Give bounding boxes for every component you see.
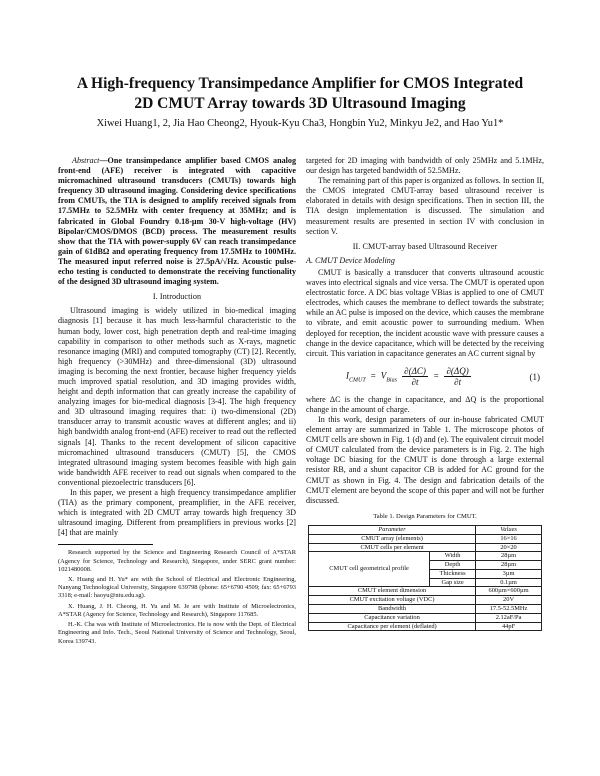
table-caption: Table 1. Design Parameters for CMUT.: [373, 512, 477, 520]
right-paragraph-1: targeted for 2D imaging with bandwidth of only 25MHz and 5.1MHz, our design has targeted bandwidth of 52.5MHz.: [306, 156, 544, 176]
left-column: [58, 156, 296, 646]
right-column: [306, 156, 544, 631]
table-cell: 17.5-52.5MHz: [476, 605, 542, 614]
table-cell: 28µm: [476, 561, 542, 570]
equation-number: (1): [529, 371, 540, 382]
table-cell: 44pF: [476, 622, 542, 631]
table-cell: Capacitance variation: [309, 613, 476, 622]
abstract-lead: Abstract: [72, 156, 100, 165]
table-cell: CMUT cells per element: [309, 543, 476, 552]
table-row: [309, 605, 542, 614]
equation-body: $I_{CMUT} = V_{Bias}$ $\frac{\partial(\Delta C)}{\partial t}$ = $\frac{\partial(\Delta Q)}{\partial t}$: [346, 366, 469, 388]
table-cell: Bandwidth: [309, 605, 476, 614]
title-line-2: 2D CMUT Array towards 3D Ultrasound Imaging: [134, 95, 466, 112]
table-cell: Capacitance per element (deflated): [309, 622, 476, 631]
table-cell: Width: [430, 552, 476, 561]
eq-fraction-2: [444, 366, 470, 387]
eq-v: V: [380, 370, 387, 381]
table-cell: 20×20: [476, 543, 542, 552]
footnote-affiliation-ime: X. Huang, J. H. Cheong, H. Yu and M. Je are with Institute of Microelectronics, A*STAR (Agency for Science, Technology and Research), Singapore 117685.: [58, 602, 296, 618]
table-header-row: [309, 525, 542, 534]
table-cell: 2.12aF/Pa: [476, 613, 542, 622]
paper-title: [60, 74, 540, 114]
table-header-parameter: Parameter: [309, 525, 476, 534]
footnote-affiliation-ntu: X. Huang and H. Yu* are with the School of Electrical and Electronic Engineering, Nanyang Technological University, Singapore 639798 (phone: 65+6790 4509; fax: 65+6793 3318; e-mail: haoyu@ntu.edu.sg).: [58, 576, 296, 600]
table-row: [309, 552, 542, 561]
table-cell: Gap size: [430, 578, 476, 587]
table-group-label: CMUT cell geometrical profile: [309, 552, 430, 587]
footnote-funding: Research supported by the Science and Engineering Research Council of A*STAR (Agency for Science, Technology and Research), Singapore, under SERC grant number: 1021480008.: [58, 549, 296, 573]
equation-1: [306, 359, 544, 395]
abstract: [58, 156, 296, 287]
table-row: [309, 587, 542, 596]
right-paragraph-2: The remaining part of this paper is organized as follows. In section II, the CMOS integrated CMUT-array based ultrasound receiver is elaborated in details with design specifications. Then in section III, the TIA design implementation is discussed. The simulation and measurement results are presented in section IV with conclusion in section V.: [306, 176, 544, 236]
title-line-1: A High-frequency Transimpedance Amplifier for CMOS Integrated: [76, 75, 524, 92]
section-heading-receiver: II. CMUT-array based Ultrasound Receiver: [352, 241, 498, 251]
section-heading-introduction: I. Introduction: [152, 292, 202, 302]
table-cell: 20V: [476, 596, 542, 605]
table-row: [309, 543, 542, 552]
table-cell: 0.1µm: [476, 578, 542, 587]
table-cell: 600µm×600µm: [476, 587, 542, 596]
right-paragraph-3: CMUT is basically a transducer that converts ultrasound acoustic waves into electrical signals and vice versa. The CMUT is operated upon electrostatic force. A DC bias voltage VBias is applied to one of CMUT electrodes, which causes the membrane to deflect towards the substrate; while an AC pulse is imposed on the device, which causes the membrane to vibrate, and emit acoustic power to surrounding medium. When deployed for reception, the incident acoustic wave with pressure causes a change in the device capacitance, which will be detected by the receiving circuit. This variation in capacitance generates an AC current signal by: [306, 267, 544, 358]
table-cell: CMUT excitation voltage (VDC): [309, 596, 476, 605]
intro-paragraph-1: Ultrasound imaging is widely utilized in bio-medical imaging diagnosis [1] because it has much less-harmful characteristic to the human body, lower cost, high penetration depth and real-time imaging capability in comparison to other methods such as X-rays, magnetic resonance imaging (MRI) and computed tomography (CT) [2]. Recently, high frequency (>30MHz) and three-dimensional (3D) ultrasound imaging is becoming the next frontier, because higher frequency yields much improved spatial resolution, and 3D imaging provides width, height and depth information that can greatly increase the capability of analyzing images for bio-medical diagnosis [3-4]. The high frequency and 3D ultrasound imaging requires that: i) two-dimensional (2D) transducer array to transmit acoustic waves at different angles; and ii) high bandwidth analog front-end (AFE) receiver to read out the reflected signals [4]. Thanks to the recent development of silicon capacitive micromachined ultrasound transducers (CMUT) [5], the CMOS integrated ultrasound imaging system becomes feasible with high gain wide bandwidth AFE receiver to read out signals when compared to the conventional piezoelectric transducers [6].: [58, 306, 296, 487]
eq-lhs: I: [346, 370, 349, 381]
eq-den-2: ∂t: [454, 377, 462, 388]
right-paragraph-5: In this work, design parameters of our in-house fabricated CMUT element array are summarized in Table 1. The microscope photos of CMUT cells are shown in Fig. 1 (d) and (e). The equivalent circuit model of CMUT calculated from the device parameters is in Fig. 2. The high voltage DC biasing for the CMUT is done through a large external resistor RB, and a shunt capacitor CB is added for AC ground for the CMUT as shown in Fig. 4. The design and fabrication details of the CMUT element are beyond the scope of this paper and will not be further discussed.: [306, 414, 544, 505]
footnote-divider: [58, 544, 153, 545]
table-cell: 3µm: [476, 569, 542, 578]
table-cell: CMUT element dimension: [309, 587, 476, 596]
eq-den-1: ∂t: [411, 377, 419, 388]
eq-v-sub: Bias: [386, 377, 397, 384]
intro-paragraph-2: In this paper, we present a high frequency transimpedance amplifier (TIA) as the primary component, preamplifier, in the AFE receiver, which is integrated with 2D CMUT array towards high frequency 3D ultrasound imaging. Different from preamplifiers in previous works [2][4] that are mainly: [58, 488, 296, 538]
table-row: [309, 596, 542, 605]
eq-num-1: ∂(ΔC): [404, 366, 426, 377]
table-cell: Thickness: [430, 569, 476, 578]
eq-fraction-1: [402, 366, 428, 387]
subsection-heading-cmut-modeling: A. CMUT Device Modeling: [306, 255, 395, 265]
eq-lhs-sub: CMUT: [349, 377, 366, 384]
footnote-affiliation-seoul: H.-K. Cha was with Institute of Microelectronics. He is now with the Dept. of Electrical Engineering and Info. Tech., Seoul National University of Science and Technology, Seoul, Korea 139743.: [58, 621, 296, 645]
eq-num-2: ∂(ΔQ): [446, 366, 469, 377]
parameters-table: [308, 525, 542, 632]
abstract-text: —One transimpedance amplifier based CMOS analog front-end (AFE) receiver is integrated with capacitive micromachined ultrasound transducers (CMUTs) towards high frequency 3D ultrasound imaging. Considering device specifications from CMUTs, the TIA is designed to amplify received signals from 17.5MHz to 52.5MHz with center frequency at 35MHz; and is fabricated in Global Foundry 0.18-µm 30-V high-voltage (HV) Bipolar/CMOS/DMOS (BCD) process. The measurement results show that the TIA with power-supply 6V can reach transimpedance gain of 61dBΩ and operating frequency from 17.5MHz to 100MHz. The measured input referred noise is 27.5pA/√Hz. Acoustic pulse-echo testing is conducted to demonstrate the receiving functionality of the designed 3D ultrasound imaging system.: [58, 156, 296, 287]
table-cell: CMUT array (elements): [309, 534, 476, 543]
table-cell: 28µm: [476, 552, 542, 561]
table-cell: Depth: [430, 561, 476, 570]
author-list: Xiwei Huang1, 2, Jia Hao Cheong2, Hyouk-Kyu Cha3, Hongbin Yu2, Minkyu Je2, and Hao Yu1*: [96, 118, 504, 129]
table-cell: 16×16: [476, 534, 542, 543]
table-header-values: Values: [476, 525, 542, 534]
table-row: [309, 534, 542, 543]
table-row: [309, 622, 542, 631]
right-paragraph-4: where ΔC is the change in capacitance, and ΔQ is the proportional change in the amount of charge.: [306, 394, 544, 414]
footnotes: [58, 549, 296, 645]
table-row: [309, 613, 542, 622]
